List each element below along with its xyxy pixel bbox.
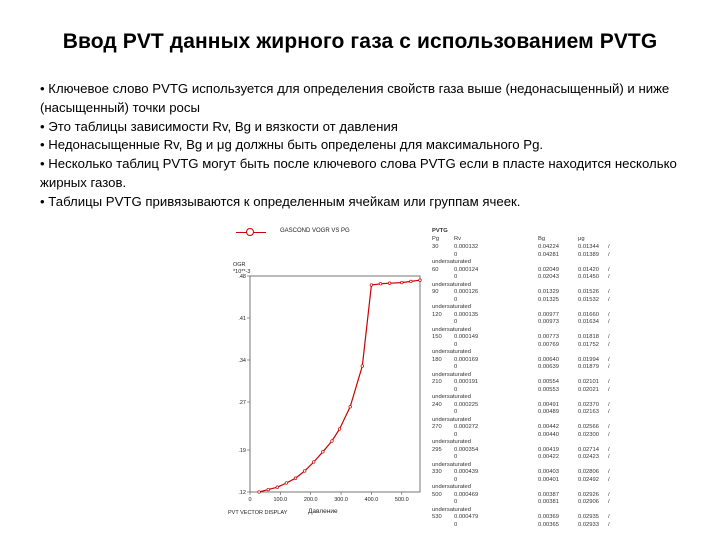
table-cell: / — [608, 266, 610, 273]
undersaturated-label: undersaturated — [432, 439, 471, 445]
table-row — [432, 499, 622, 507]
y-axis-label-line: OGR — [233, 262, 246, 268]
table-cell: 150 — [432, 334, 442, 340]
column-header: Pg — [432, 236, 440, 242]
table-row — [432, 492, 622, 500]
table-cell: / — [608, 296, 610, 303]
undersaturated-label: undersaturated — [432, 304, 471, 310]
table-cell: 0.000124 — [454, 266, 479, 273]
table-row — [432, 334, 622, 342]
table-cell: / — [608, 499, 610, 505]
table-cell: 0.000169 — [454, 356, 479, 363]
legend-label: GASCOND VOGR VS PG — [280, 228, 350, 234]
table-cell: 240 — [432, 401, 442, 408]
table-cell: 0.01450 — [578, 274, 599, 280]
table-cell: / — [608, 341, 610, 348]
column-header: Bg — [538, 236, 546, 242]
undersaturated-label: undersaturated — [432, 506, 471, 513]
undersaturated-label: undersaturated — [432, 394, 471, 400]
table-row — [432, 477, 622, 485]
table-cell: 0.00403 — [538, 469, 559, 475]
table-cell: 270 — [432, 424, 442, 430]
table-cell: 0.00769 — [538, 341, 559, 348]
table-cell: 0.000272 — [454, 424, 479, 430]
table-cell: / — [608, 514, 610, 520]
y-tick-label: .27 — [238, 400, 246, 406]
table-cell: 0.000354 — [454, 446, 479, 453]
table-cell: 0.01994 — [578, 356, 599, 363]
y-tick-label: .48 — [238, 274, 246, 280]
undersaturated-label: undersaturated — [432, 484, 471, 490]
table-row — [432, 342, 622, 350]
table-row — [432, 297, 622, 305]
table-row — [432, 319, 622, 327]
y-tick-label: .12 — [238, 490, 246, 496]
table-cell: 0.01420 — [578, 266, 599, 273]
table-cell: / — [608, 386, 610, 393]
table-cell: 0 — [454, 521, 458, 528]
table-cell: / — [608, 431, 610, 438]
table-cell: / — [608, 476, 610, 483]
table-cell: 0.02926 — [578, 491, 599, 498]
data-point — [312, 461, 315, 464]
table-cell: 0.000135 — [454, 311, 479, 318]
table-cell: 0.00491 — [538, 401, 559, 408]
table-row — [432, 252, 622, 260]
y-axis-label-line: *10**-3 — [233, 269, 251, 275]
y-tick-label: .19 — [238, 448, 246, 454]
data-point — [267, 488, 270, 491]
table-cell: 0.00489 — [538, 409, 559, 415]
table-cell: 0.02906 — [578, 499, 599, 505]
table-cell: 0.02935 — [578, 514, 599, 520]
plot-frame — [250, 276, 420, 492]
table-cell: 0.00973 — [538, 319, 559, 325]
table-cell: 0.00401 — [538, 476, 559, 483]
table-cell: 0.02492 — [578, 476, 599, 483]
undersaturated-label: undersaturated — [432, 416, 471, 423]
table-cell: 0.00387 — [538, 491, 559, 498]
data-point — [361, 365, 364, 368]
table-cell: 0.00639 — [538, 364, 559, 370]
table-cell: 180 — [432, 356, 442, 363]
table-cell: 0.000132 — [454, 244, 479, 250]
table-cell: 0.01526 — [578, 289, 599, 295]
table-cell: 0 — [454, 296, 458, 303]
y-tick-label: .34 — [238, 358, 246, 364]
table-cell: / — [608, 311, 610, 318]
vogr-chart — [228, 224, 428, 524]
slide-title: Ввод PVT данных жирного газа с использованием PVTG — [62, 30, 658, 53]
table-cell: 0 — [454, 364, 458, 370]
table-row — [432, 424, 622, 432]
pvtg-rows — [432, 244, 622, 529]
table-row — [432, 357, 622, 365]
table-row — [432, 432, 622, 440]
table-cell: / — [608, 364, 610, 370]
table-cell: 500 — [432, 491, 442, 498]
table-row — [432, 289, 622, 297]
table-cell: 0.02163 — [578, 409, 599, 415]
table-cell: / — [608, 334, 610, 340]
table-cell: 0.00553 — [538, 386, 559, 393]
table-cell: 0.00442 — [538, 424, 559, 430]
table-cell: 0.02043 — [538, 274, 559, 280]
table-cell: / — [608, 446, 610, 453]
table-row — [432, 447, 622, 455]
table-cell: 0.01344 — [578, 244, 599, 250]
table-cell: 0.01660 — [578, 311, 599, 318]
table-cell: / — [608, 454, 610, 460]
data-point — [285, 482, 288, 485]
column-header: μg — [578, 236, 585, 242]
undersaturated-label: undersaturated — [432, 259, 471, 265]
table-cell: 0.00381 — [538, 499, 559, 505]
table-cell: 0.00369 — [538, 514, 559, 520]
table-cell: 0.02423 — [578, 454, 599, 460]
table-cell: 0 — [454, 431, 458, 438]
table-cell: 0.02714 — [578, 446, 599, 453]
x-tick-label: 500.0 — [394, 497, 409, 503]
pvtg-keyword: PVTG — [432, 228, 448, 234]
bullet-item: • Ключевое слово PVTG используется для определения свойств газа выше (недонасыщенный) и ниже (насыщенный) точки росы — [40, 81, 670, 115]
bullet-list — [40, 80, 695, 212]
table-cell: 0.02806 — [578, 469, 599, 475]
table-cell: 0.000149 — [454, 334, 479, 340]
data-point — [322, 451, 325, 454]
table-cell: 120 — [432, 311, 442, 318]
table-cell: / — [608, 401, 610, 408]
undersaturated-label: undersaturated — [432, 349, 471, 355]
table-cell: 0.000126 — [454, 289, 479, 295]
table-cell: 210 — [432, 379, 442, 385]
table-row — [432, 379, 622, 387]
y-tick-label: .41 — [238, 316, 246, 322]
table-cell: 0.000225 — [454, 401, 479, 408]
data-point — [349, 406, 352, 409]
bullet-item: • Таблицы PVTG привязываются к определенным ячейкам или группам ячеек. — [40, 193, 521, 209]
table-cell: 0.01325 — [538, 296, 559, 303]
table-cell: 0.02300 — [578, 431, 599, 438]
table-cell: 0.01818 — [578, 334, 599, 340]
data-point — [370, 284, 373, 287]
table-cell: / — [608, 289, 610, 295]
table-row — [432, 409, 622, 417]
table-cell: 0 — [454, 319, 458, 325]
table-cell: / — [608, 251, 610, 258]
table-cell: 0 — [454, 409, 458, 415]
table-cell: 0 — [454, 386, 458, 393]
x-axis-label: Давление — [308, 508, 338, 515]
table-cell: / — [608, 319, 610, 325]
table-row — [432, 267, 622, 275]
pvtg-table — [432, 228, 622, 528]
data-point — [410, 280, 413, 283]
data-point — [419, 279, 422, 282]
table-cell: / — [608, 244, 610, 250]
data-point — [303, 470, 306, 473]
x-tick-label: 0 — [248, 497, 252, 503]
table-row — [432, 522, 622, 530]
table-cell: 0.000479 — [454, 514, 479, 520]
table-cell: 0.000191 — [454, 379, 479, 385]
table-cell: / — [608, 356, 610, 363]
bullet-item: • Это таблицы зависимости Rv, Bg и вязкости от давления — [40, 118, 398, 134]
table-cell: 0.00640 — [538, 356, 559, 363]
table-cell: 90 — [432, 289, 439, 295]
table-cell: / — [608, 469, 610, 475]
table-cell: 530 — [432, 514, 442, 520]
x-tick-label: 100.0 — [273, 497, 288, 503]
table-row — [432, 514, 622, 522]
table-cell: 0.01879 — [578, 364, 599, 370]
table-row — [432, 402, 622, 410]
data-point — [258, 491, 261, 494]
series-line — [259, 280, 420, 492]
table-cell: 0.02566 — [578, 424, 599, 430]
table-cell: / — [608, 424, 610, 430]
table-cell: 0 — [454, 499, 458, 505]
undersaturated-label: undersaturated — [432, 281, 471, 288]
table-cell: 0.01329 — [538, 289, 559, 295]
data-point — [388, 282, 391, 285]
table-cell: 330 — [432, 469, 442, 475]
table-cell: 0.02101 — [578, 379, 599, 385]
table-cell: 0.01752 — [578, 341, 599, 348]
table-cell: 0 — [454, 251, 458, 258]
table-cell: 0 — [454, 476, 458, 483]
bullet-item: • Несколько таблиц PVTG могут быть после ключевого слова PVTG если в пласте находится несколько жирных газов. — [40, 156, 677, 190]
table-cell: 0.00422 — [538, 454, 559, 460]
data-point — [276, 486, 279, 489]
data-point — [331, 440, 334, 443]
table-cell: / — [608, 521, 610, 528]
table-cell: / — [608, 409, 610, 415]
table-cell: 0.000469 — [454, 491, 479, 498]
table-cell: 0.02049 — [538, 266, 559, 273]
undersaturated-label: undersaturated — [432, 326, 471, 333]
undersaturated-label: undersaturated — [432, 371, 471, 378]
table-cell: 0.00440 — [538, 431, 559, 438]
table-cell: 0.00977 — [538, 311, 559, 318]
table-cell: 295 — [432, 446, 442, 453]
x-tick-label: 200.0 — [303, 497, 318, 503]
table-row — [432, 312, 622, 320]
table-cell: 0.02021 — [578, 386, 599, 393]
table-row — [432, 364, 622, 372]
table-cell: 60 — [432, 266, 439, 273]
table-row — [432, 244, 622, 252]
x-tick-label: 400.0 — [364, 497, 379, 503]
table-row — [432, 454, 622, 462]
table-cell: 0.02370 — [578, 401, 599, 408]
data-point — [338, 428, 341, 431]
data-point — [379, 283, 382, 286]
table-row — [432, 469, 622, 477]
table-cell: 0.04224 — [538, 244, 559, 250]
table-cell: 0.00773 — [538, 334, 559, 340]
table-cell: 0 — [454, 274, 458, 280]
column-header: Rv — [454, 236, 462, 242]
bullet-item: • Недонасыщенные Rv, Bg и μg должны быть определены для максимального Pg. — [40, 137, 544, 153]
table-cell: 30 — [432, 244, 439, 250]
table-cell: 0.01389 — [578, 251, 599, 258]
table-cell: 0.00419 — [538, 446, 559, 453]
table-cell: 0.04281 — [538, 251, 559, 258]
plot-area — [228, 224, 428, 524]
table-cell: 0.000439 — [454, 469, 479, 475]
table-cell: 0 — [454, 454, 458, 460]
pvtg-column-headers — [432, 236, 622, 244]
table-cell: 0.01634 — [578, 319, 599, 325]
table-cell: 0 — [454, 341, 458, 348]
table-cell: 0.01532 — [578, 296, 599, 303]
table-row — [432, 387, 622, 395]
table-cell: 0.00554 — [538, 379, 559, 385]
table-cell: / — [608, 491, 610, 498]
data-point — [400, 281, 403, 284]
data-point — [294, 477, 297, 480]
table-cell: 0.02933 — [578, 521, 599, 528]
table-cell: / — [608, 379, 610, 385]
table-row — [432, 274, 622, 282]
table-cell: / — [608, 274, 610, 280]
x-tick-label: 300.0 — [334, 497, 348, 503]
table-cell: 0.00365 — [538, 521, 559, 528]
undersaturated-label: undersaturated — [432, 461, 471, 468]
chart-footer: PVT VECTOR DISPLAY — [228, 510, 288, 516]
